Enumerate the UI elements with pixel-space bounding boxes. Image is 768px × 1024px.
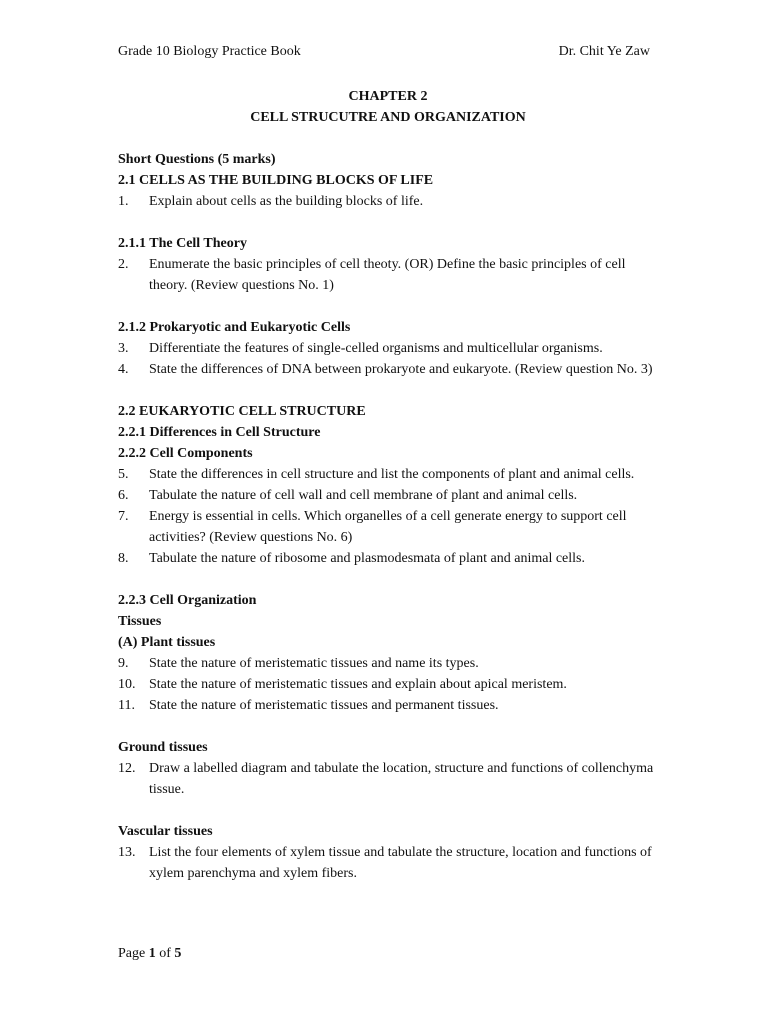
question-text: Enumerate the basic principles of cell theoty. (OR) Define the basic principles of cell theory. (Review questions No. 1) — [149, 257, 626, 293]
question-item — [118, 338, 658, 359]
chapter-title: CELL STRUCUTRE AND ORGANIZATION — [250, 110, 526, 125]
question-text: Tabulate the nature of ribosome and plasmodesmata of plant and animal cells. — [149, 551, 585, 566]
question-item — [118, 842, 658, 884]
question-item — [118, 758, 658, 800]
question-text: State the nature of meristematic tissues and explain about apical meristem. — [149, 677, 567, 692]
chapter-number: CHAPTER 2 — [348, 89, 428, 104]
question-number: 9. — [118, 656, 129, 671]
question-text: Energy is essential in cells. Which organelles of a cell generate energy to support cell activities? (Review questions No. 6) — [149, 509, 627, 545]
question-text: Tabulate the nature of cell wall and cell membrane of plant and animal cells. — [149, 488, 578, 503]
question-item — [118, 548, 658, 569]
question-number: 4. — [118, 362, 129, 377]
footer-prefix: Page — [118, 946, 149, 961]
question-text: Explain about cells as the building blocks of life. — [149, 194, 424, 209]
question-text: State the differences in cell structure and list the components of plant and animal cells. — [149, 467, 635, 482]
question-number: 12. — [118, 761, 136, 776]
section-heading: Short Questions (5 marks) — [118, 152, 276, 167]
question-text: State the differences of DNA between prokaryote and eukaryote. (Review question No. 3) — [149, 362, 653, 377]
section-heading: Tissues — [118, 614, 162, 629]
question-item — [118, 191, 658, 212]
header-book-title: Grade 10 Biology Practice Book — [118, 44, 301, 59]
page-footer — [118, 945, 181, 963]
footer-total-pages: 5 — [174, 946, 182, 961]
section-heading: (A) Plant tissues — [118, 635, 216, 650]
question-number: 5. — [118, 467, 129, 482]
question-item — [118, 485, 658, 506]
header-author: Dr. Chit Ye Zaw — [558, 44, 650, 59]
question-text: State the nature of meristematic tissues and permanent tissues. — [149, 698, 499, 713]
question-item — [118, 254, 658, 296]
footer-middle: of — [155, 946, 175, 961]
footer-current-page: 1 — [148, 946, 156, 961]
question-number: 1. — [118, 194, 129, 209]
question-text: Draw a labelled diagram and tabulate the location, structure and functions of collenchyma tissue. — [149, 761, 654, 797]
question-text: List the four elements of xylem tissue and tabulate the structure, location and functions of xylem parenchyma and xylem fibers. — [149, 845, 652, 881]
question-text: Differentiate the features of single-celled organisms and multicellular organisms. — [149, 341, 603, 356]
question-number: 7. — [118, 509, 129, 524]
section-heading: Ground tissues — [118, 740, 208, 755]
question-number: 3. — [118, 341, 129, 356]
question-item — [118, 464, 658, 485]
question-item — [118, 653, 658, 674]
page-header — [118, 43, 650, 61]
section-heading: 2.2 EUKARYOTIC CELL STRUCTURE — [118, 404, 366, 419]
section-heading: 2.2.1 Differences in Cell Structure — [118, 425, 321, 440]
question-item — [118, 359, 658, 380]
question-number: 6. — [118, 488, 129, 503]
section-heading: 2.2.3 Cell Organization — [118, 593, 257, 608]
question-item — [118, 674, 658, 695]
question-item — [118, 506, 658, 548]
question-item — [118, 695, 658, 716]
question-text: State the nature of meristematic tissues and name its types. — [149, 656, 479, 671]
question-number: 2. — [118, 257, 129, 272]
section-heading: 2.2.2 Cell Components — [118, 446, 253, 461]
question-number: 10. — [118, 677, 136, 692]
section-heading: Vascular tissues — [118, 824, 213, 839]
section-heading: 2.1 CELLS AS THE BUILDING BLOCKS OF LIFE — [118, 173, 434, 188]
question-number: 13. — [118, 845, 136, 860]
section-heading: 2.1.2 Prokaryotic and Eukaryotic Cells — [118, 320, 351, 335]
question-number: 11. — [118, 698, 135, 713]
page-content — [118, 86, 658, 884]
section-heading: 2.1.1 The Cell Theory — [118, 236, 247, 251]
question-number: 8. — [118, 551, 129, 566]
